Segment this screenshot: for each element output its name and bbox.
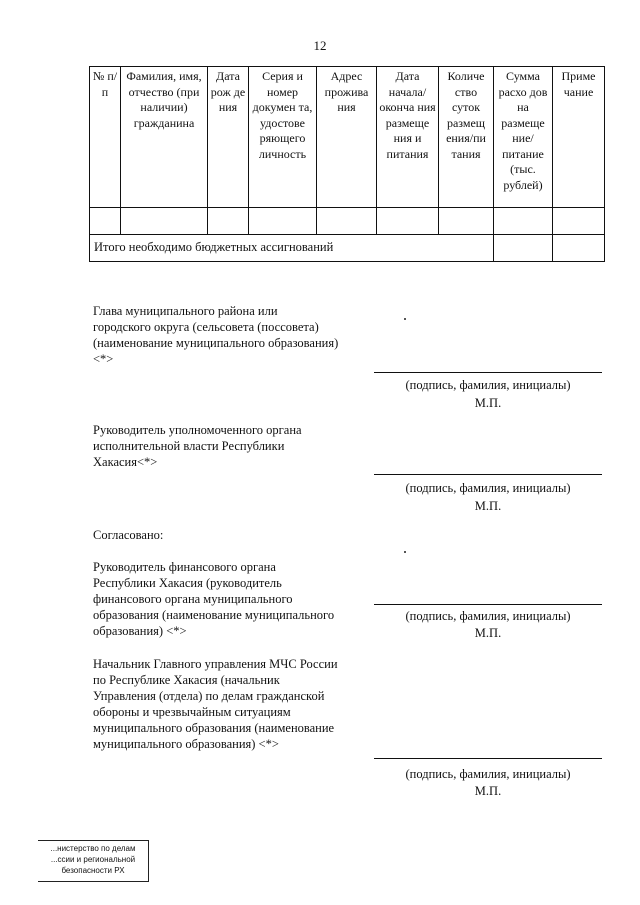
signatory-finance-body: Руководитель финансового органа Республики Хакасия (руководитель финансового органа муниципального образования (наименование муниципального образования) <*> (93, 560, 335, 638)
allocation-table (89, 66, 605, 262)
signatory-head-municipality: Глава муниципального района или городского округа (сельсовета (поссовета) (наименование муниципального образования) <*> (93, 304, 339, 366)
seal-label: М.П. (474, 784, 502, 798)
scan-speck (404, 318, 406, 320)
signature-line (374, 372, 602, 373)
total-label: Итого необходимо бюджетных ассигнований (90, 235, 494, 262)
signature-caption: (подпись, фамилия, инициалы) (405, 609, 571, 623)
table-cell (121, 208, 208, 235)
signature-line (374, 604, 602, 605)
signatory-authorized-body: Руководитель уполномоченного органа исполнительной власти Республики Хакасия<*> (93, 423, 302, 469)
table-header-row (90, 67, 605, 208)
table-cell (439, 208, 494, 235)
table-cell (317, 208, 377, 235)
header-cell-expenses: Сумма расхо дов на размеще ние/питание (тыс. рублей) (494, 67, 553, 208)
header-cell-dates: Дата начала/ оконча ния размеще ния и питания (377, 67, 439, 208)
header-cell-full-name: Фамилия, имя, отчество (при наличии) гражданина (121, 67, 208, 208)
approved-heading: Согласовано: (93, 528, 164, 542)
signatory-emergency-ministry: Начальник Главного управления МЧС России по Республике Хакасия (начальник Управления (отдела) по делам гражданской обороны и чрезвычайным ситуациям муниципального образования (наименование муниципального образования) <*> (93, 657, 338, 751)
signature-line (374, 474, 602, 475)
total-note-cell (553, 235, 605, 262)
seal-label: М.П. (474, 499, 502, 513)
total-row (90, 235, 605, 262)
seal-label: М.П. (474, 396, 502, 410)
table-cell (377, 208, 439, 235)
table-row (90, 208, 605, 235)
signature-caption: (подпись, фамилия, инициалы) (405, 378, 571, 392)
total-value-cell (494, 235, 553, 262)
seal-label: М.П. (474, 626, 502, 640)
table-cell (494, 208, 553, 235)
header-cell-number: № п/п (90, 67, 121, 208)
header-cell-days-count: Количе ство суток размещ ения/пи тания (439, 67, 494, 208)
header-cell-id-document: Серия и номер докумен та, удостове ряющего личность (249, 67, 317, 208)
scan-speck (404, 551, 406, 553)
table-cell (553, 208, 605, 235)
page-number: 12 (313, 38, 327, 53)
table-cell (249, 208, 317, 235)
table-cell (208, 208, 249, 235)
table-cell (90, 208, 121, 235)
signature-caption: (подпись, фамилия, инициалы) (405, 481, 571, 495)
header-cell-birth-date: Дата рож де ния (208, 67, 249, 208)
ministry-stamp: ...нистерство по делам ...ссии и региональной безопасности РХ (38, 840, 149, 882)
signature-line (374, 758, 602, 759)
header-cell-address: Адрес прожива ния (317, 67, 377, 208)
signature-caption: (подпись, фамилия, инициалы) (405, 767, 571, 781)
header-cell-note: Приме чание (553, 67, 605, 208)
